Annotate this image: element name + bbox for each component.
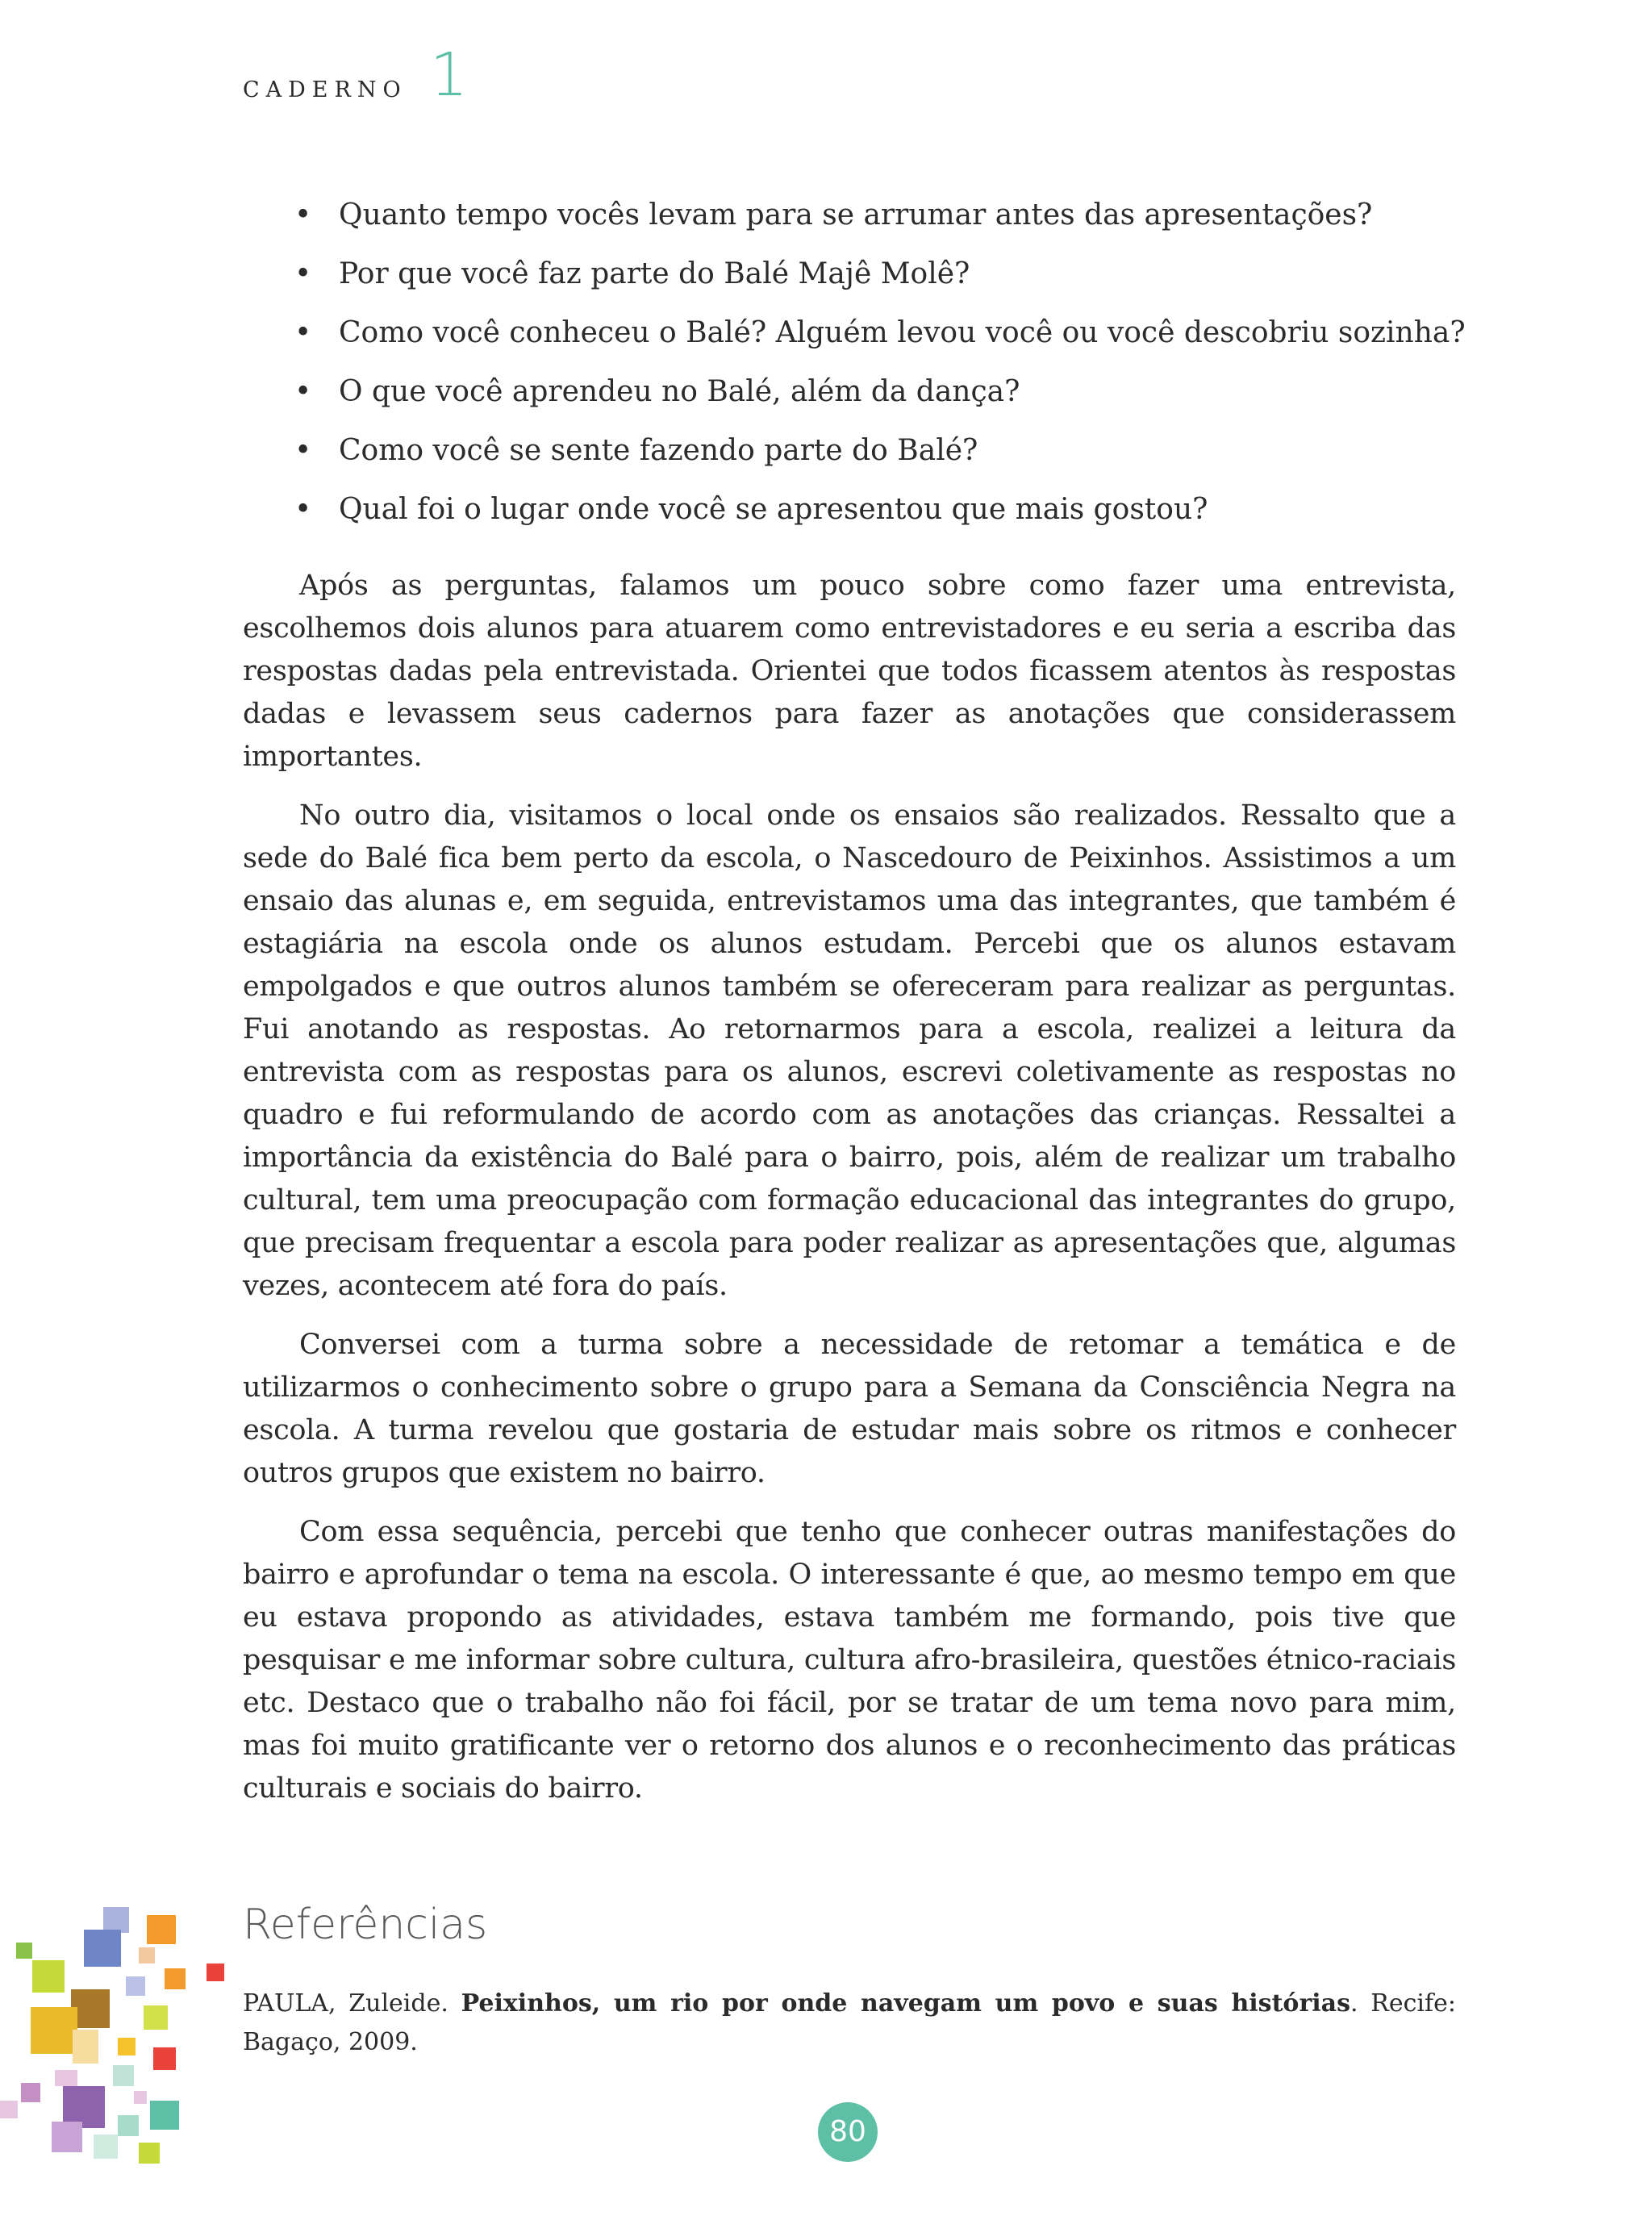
decor-square — [55, 2070, 77, 2086]
decor-square — [139, 1947, 155, 1964]
bullet-icon: • — [294, 316, 312, 349]
reference-title: Peixinhos, um rio por onde navegam um povo e suas histórias — [461, 1989, 1350, 2018]
bullet-icon: • — [294, 493, 312, 526]
reference-publication: . Recife: Bagaço, 2009. — [243, 1989, 1456, 2056]
paragraph: Conversei com a turma sobre a necessidade de retomar a temática e de utilizarmos o conhecimento sobre o grupo para a Semana da Consciência Negra na escola. A turma revelou que gostaria de estudar mais sobre os ritmos e conhecer outros grupos que existem no bairro. — [243, 1329, 1456, 1489]
decor-square — [113, 2065, 134, 2086]
bullet-icon: • — [294, 434, 312, 467]
bullet-icon: • — [294, 257, 312, 290]
question-text: O que você aprendeu no Balé, além da dança? — [339, 375, 1020, 408]
references-heading: Referências — [243, 1901, 488, 1949]
paragraph: Com essa sequência, percebi que tenho que conhecer outras manifestações do bairro e aprofundar o tema na escola. O interessante é que, ao mesmo tempo em que eu estava propondo as atividades, estava também me formando, pois tive que pesquisar e me informar sobre cultura, cultura afro-brasileira, questões étnico-raciais etc. Destaco que o trabalho não foi fácil, por se tratar de um tema novo para mim, mas foi muito gratificante ver o retorno dos alunos e o reconhecimento das práticas culturais e sociais do bairro. — [243, 1516, 1456, 1805]
decor-square — [0, 2101, 18, 2118]
interview-questions-list — [294, 196, 1466, 549]
decor-square — [139, 2143, 160, 2164]
list-item — [294, 373, 1460, 432]
reference-entry — [243, 1984, 1456, 2062]
question-text: Como você se sente fazendo parte do Balé? — [339, 434, 978, 467]
decor-square — [147, 1915, 176, 1944]
decor-square — [16, 1943, 32, 1959]
decor-square — [73, 2030, 98, 2064]
decor-square — [144, 2005, 168, 2030]
decor-square — [165, 1968, 186, 1989]
decor-square — [52, 2122, 82, 2152]
list-item — [294, 196, 1460, 255]
question-text: Quanto tempo vocês levam para se arrumar antes das apresentações? — [339, 198, 1373, 232]
decor-square — [84, 1930, 121, 1967]
reference-author: PAULA, Zuleide. — [243, 1989, 461, 2018]
decor-square — [206, 1964, 224, 1981]
list-item — [294, 255, 1460, 314]
decor-square — [153, 2047, 176, 2070]
decor-square — [134, 2091, 147, 2104]
list-item — [294, 432, 1460, 490]
header-label: CADERNO — [243, 77, 407, 102]
question-text: Por que você faz parte do Balé Majê Molê? — [339, 257, 970, 290]
decor-square — [118, 2115, 139, 2136]
page-number-badge: 80 — [818, 2102, 878, 2162]
decor-square — [31, 2007, 77, 2054]
list-item — [294, 490, 1460, 549]
decor-square — [150, 2101, 179, 2130]
question-text: Como você conheceu o Balé? Alguém levou você ou você descobriu sozinha? — [339, 316, 1466, 349]
list-item — [294, 314, 1466, 373]
decor-square — [32, 1960, 65, 1993]
bullet-icon: • — [294, 375, 312, 408]
bullet-icon: • — [294, 198, 312, 232]
question-text: Qual foi o lugar onde você se apresentou que mais gostou? — [339, 493, 1208, 526]
paragraph: Após as perguntas, falamos um pouco sobre como fazer uma entrevista, escolhemos dois alunos para atuarem como entrevistadores e eu seria a escriba das respostas dadas pela entrevistada. Orientei que todos ficassem atentos às respostas dadas e levassem seus cadernos para fazer as anotações que considerassem importantes. — [243, 570, 1456, 773]
decor-square — [94, 2135, 118, 2159]
decor-square — [126, 1976, 145, 1996]
paragraph: No outro dia, visitamos o local onde os ensaios são realizados. Ressalto que a sede do Balé fica bem perto da escola, o Nascedouro de Peixinhos. Assistimos a um ensaio das alunas e, em seguida, entrevistamos uma das integrantes, que também é estagiária na escola onde os alunos estudam. Percebi que os alunos estavam empolgados e que outros alunos também se ofereceram para realizar as perguntas. Fui anotando as respostas. Ao retornarmos para a escola, realizei a leitura da entrevista com as respostas para os alunos, escrevi coletivamente as respostas no quadro e fui reformulando de acordo com as anotações das crianças. Ressaltei a importância da existência do Balé para o bairro, pois, além de realizar um trabalho cultural, tem uma preocupação com formação educacional das integrantes do grupo, que precisam frequentar a escola para poder realizar as apresentações que, algumas vezes, acontecem até fora do país. — [243, 799, 1456, 1302]
header-number: 1 — [430, 40, 469, 110]
decor-square — [118, 2038, 136, 2055]
body-text — [243, 565, 1456, 1826]
decor-square — [21, 2083, 40, 2102]
decorative-squares — [0, 1880, 242, 2216]
